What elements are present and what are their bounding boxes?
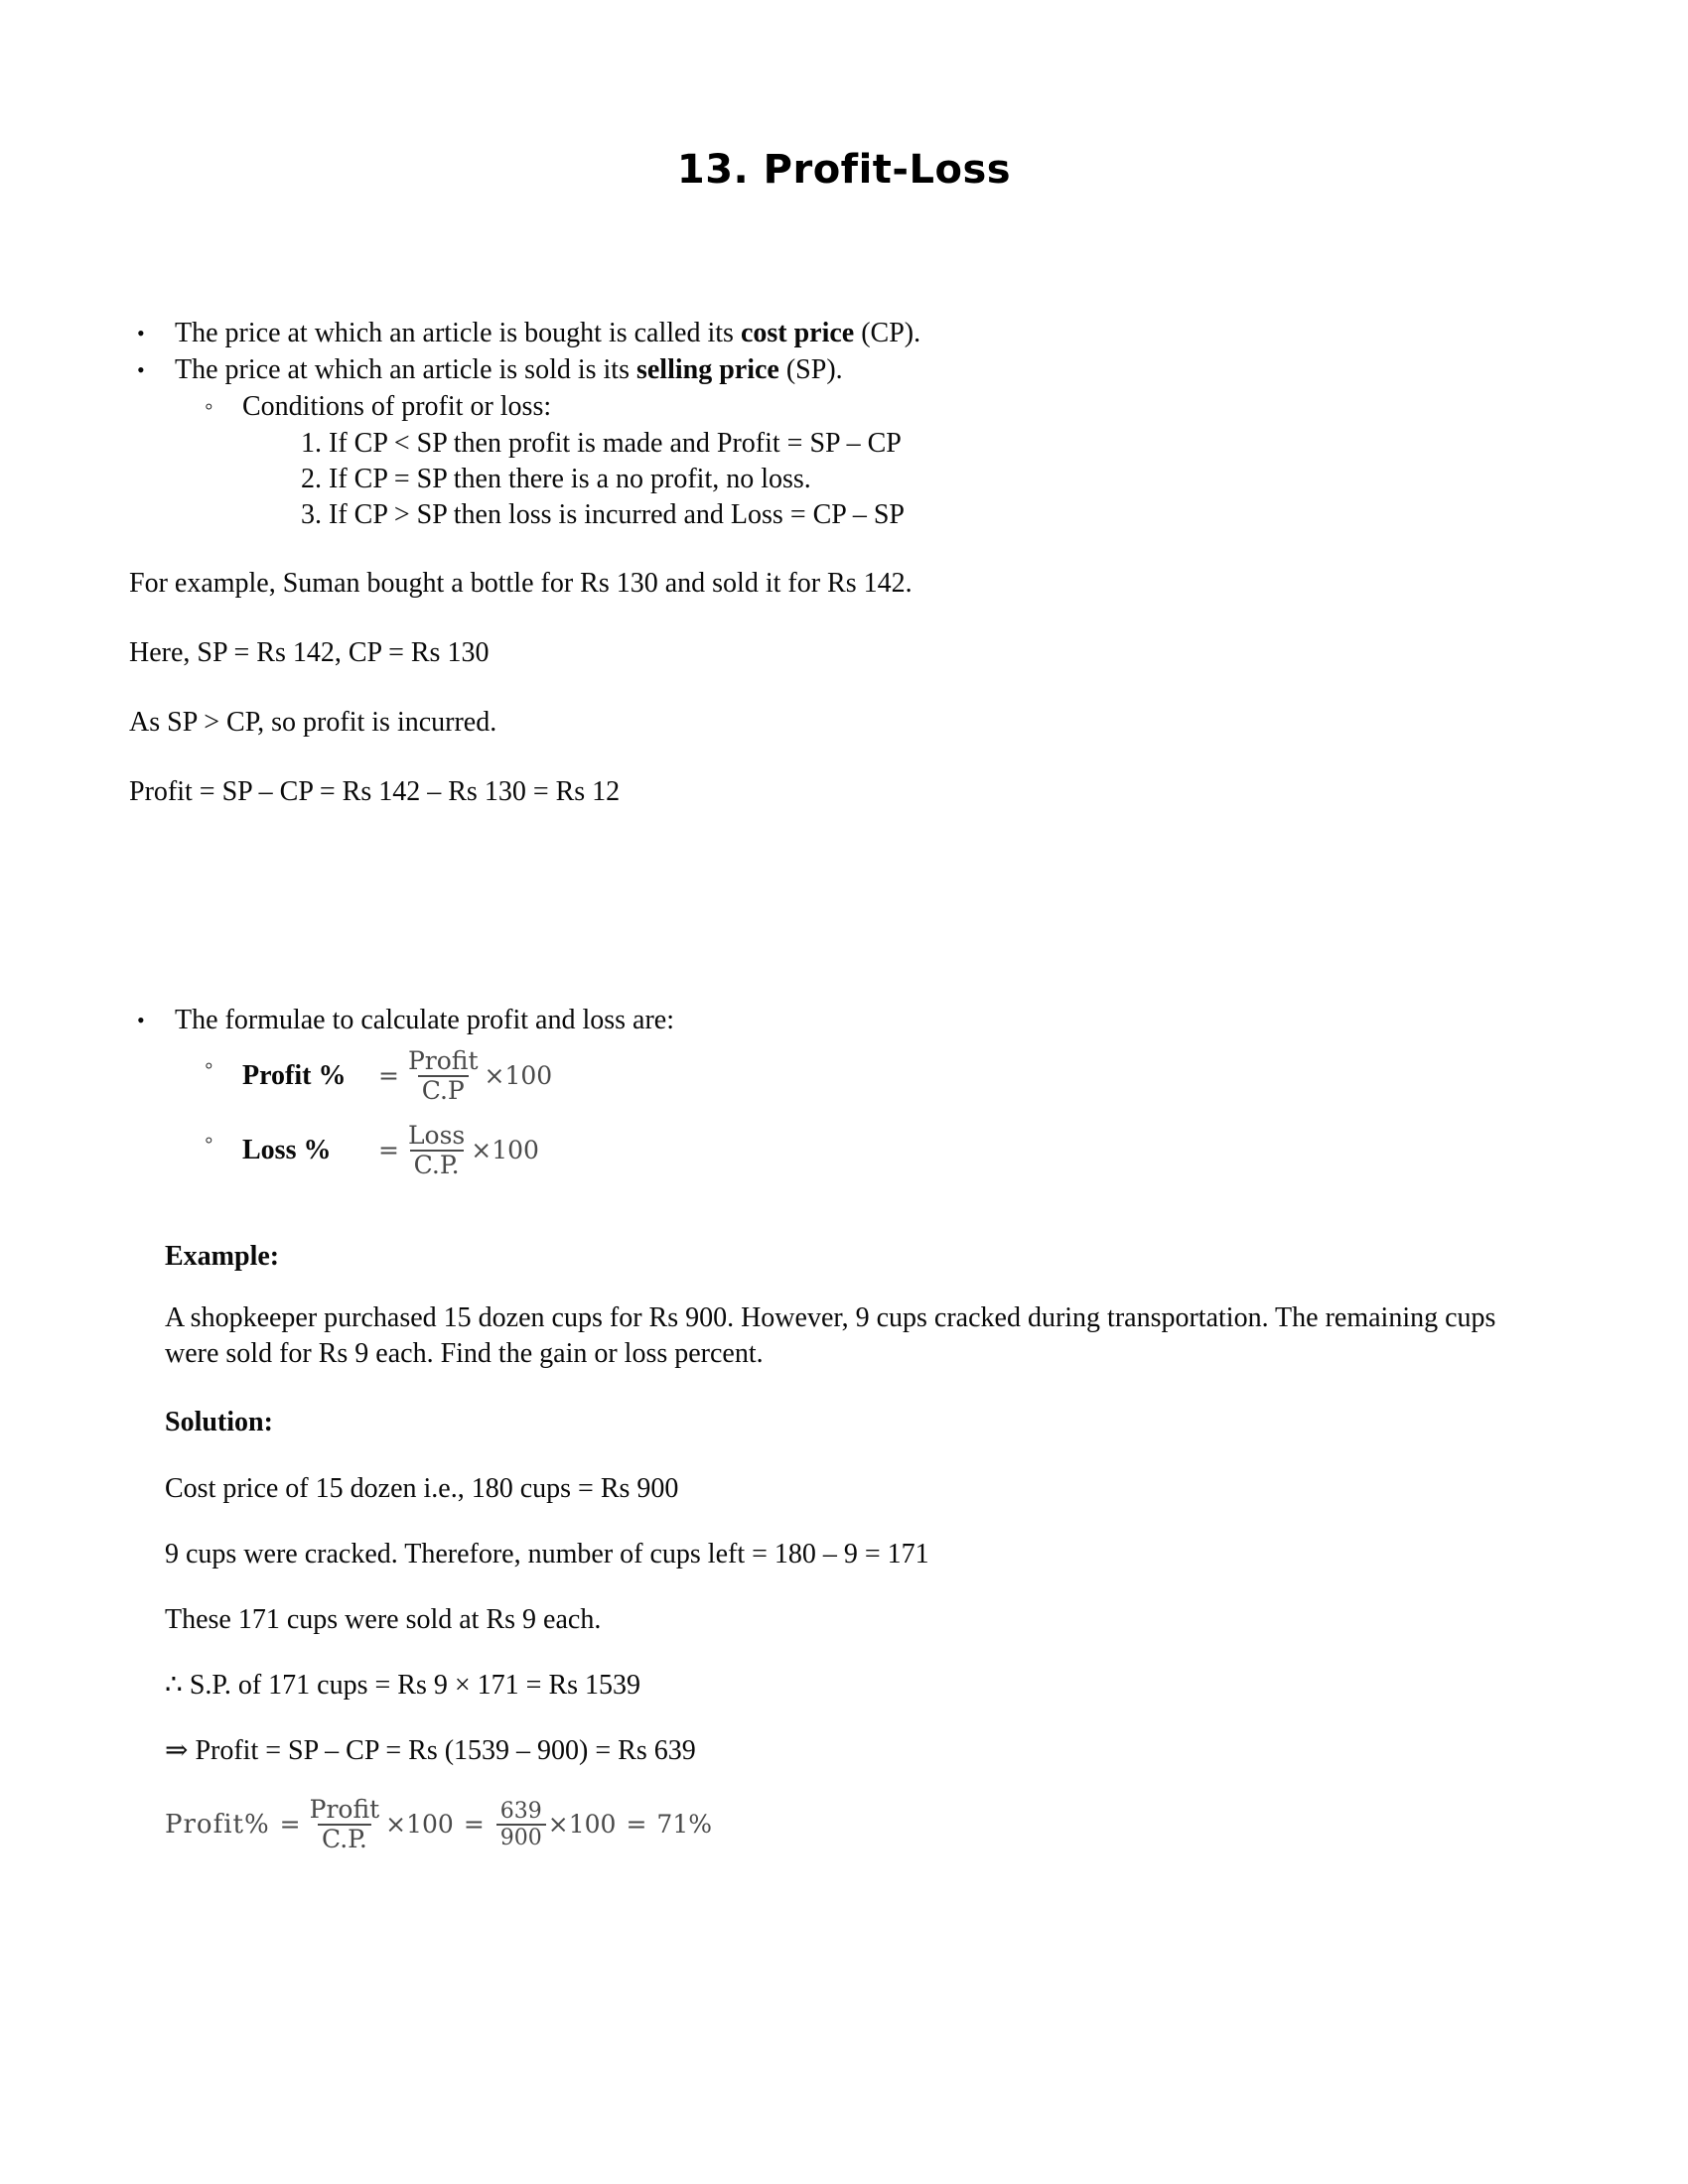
list-item-loss-formula xyxy=(205,1120,1547,1179)
final-result: 71% xyxy=(656,1810,712,1840)
fraction-denominator: C.P. xyxy=(410,1150,464,1178)
fraction xyxy=(404,1048,483,1105)
bullet-circle-icon xyxy=(205,1123,242,1159)
solution-label: Solution: xyxy=(165,1407,273,1437)
list-item xyxy=(137,316,1547,351)
condition-item: 2. If CP = SP then there is a no profit, no loss. xyxy=(301,464,811,494)
formula-label: Profit % xyxy=(242,1060,347,1092)
solution-step: 9 cups were cracked. Therefore, number of cups left = 180 – 9 = 171 xyxy=(165,1539,929,1570)
example-label: Example: xyxy=(165,1241,280,1272)
fraction-numerator: Profit xyxy=(407,1046,479,1075)
solution-step: Cost price of 15 dozen i.e., 180 cups = Rs 900 xyxy=(165,1473,679,1504)
fraction-denominator: 900 xyxy=(496,1824,546,1849)
bullet-disc-icon xyxy=(137,352,175,388)
equals-sign: = xyxy=(626,1810,647,1840)
conditions-heading: Conditions of profit or loss: xyxy=(242,391,552,422)
final-profit-percent-equation xyxy=(165,1797,1585,1853)
definitions-list xyxy=(137,316,1547,533)
fraction-denominator: C.P. xyxy=(318,1824,371,1852)
condition-item: 1. If CP < SP then profit is made and Profit = SP – CP xyxy=(301,428,902,459)
definition-term: selling price xyxy=(635,354,779,385)
fraction-numerator: Profit xyxy=(309,1795,380,1824)
definition-text-post: (SP). xyxy=(778,354,843,385)
equals-sign: = xyxy=(378,1061,399,1091)
bullet-disc-icon xyxy=(137,1003,175,1038)
formulae-list xyxy=(137,1003,1547,1179)
formula-multiplier: ×100 xyxy=(484,1061,553,1091)
bullet-circle-icon xyxy=(205,389,242,425)
example-intro-line-4: Profit = SP – CP = Rs 142 – Rs 130 = Rs 12 xyxy=(129,776,621,807)
fraction xyxy=(404,1120,469,1179)
definition-text-pre: The price at which an article is bought is called its xyxy=(175,318,741,348)
solution-step: ∴ S.P. of 171 cups = Rs 9 × 171 = Rs 1539 xyxy=(165,1670,641,1701)
formula-expression xyxy=(375,1048,552,1105)
profit-percent-formula xyxy=(242,1048,1547,1105)
formula-multiplier: ×100 xyxy=(547,1810,617,1840)
list-item-profit-formula xyxy=(205,1048,1547,1105)
formulae-heading: The formulae to calculate profit and loss are: xyxy=(175,1005,675,1035)
fraction xyxy=(496,1800,546,1849)
definition-text-post: (CP). xyxy=(854,318,921,348)
example-intro-line-1: For example, Suman bought a bottle for Rs 130 and sold it for Rs 142. xyxy=(129,568,913,599)
final-equation-label: Profit% xyxy=(165,1810,270,1841)
list-item xyxy=(137,1003,1547,1038)
fraction-denominator: C.P xyxy=(418,1075,469,1104)
formula-expression xyxy=(375,1120,539,1179)
example-intro-line-3: As SP > CP, so profit is incurred. xyxy=(129,707,497,738)
bullet-circle-icon xyxy=(205,1048,242,1084)
list-item-conditions-heading xyxy=(205,389,1547,425)
equals-sign: = xyxy=(378,1135,399,1164)
fraction-numerator: 639 xyxy=(499,1799,542,1825)
formula-multiplier: ×100 xyxy=(385,1810,454,1840)
conditions-numbered-list xyxy=(301,426,1547,533)
list-item xyxy=(137,352,1547,388)
page-title: 13. Profit-Loss xyxy=(676,147,1012,193)
formula-label: Loss % xyxy=(242,1134,332,1165)
equals-sign: = xyxy=(279,1810,301,1840)
formula-multiplier: ×100 xyxy=(471,1135,539,1164)
bullet-disc-icon xyxy=(137,316,175,351)
example-intro-line-2: Here, SP = Rs 142, CP = Rs 130 xyxy=(129,637,490,668)
definition-term: cost price xyxy=(740,318,855,348)
equals-sign: = xyxy=(463,1810,485,1840)
fraction xyxy=(306,1797,384,1853)
solution-step: ⇒ Profit = SP – CP = Rs (1539 – 900) = Rs 639 xyxy=(165,1735,696,1766)
loss-percent-formula xyxy=(242,1120,1547,1179)
definition-text-pre: The price at which an article is sold is its xyxy=(175,354,636,385)
definition-cost-price xyxy=(175,316,1547,351)
fraction-numerator: Loss xyxy=(407,1120,466,1150)
solution-step: These 171 cups were sold at Rs 9 each. xyxy=(165,1604,602,1635)
example-question: A shopkeeper purchased 15 dozen cups for Rs 900. However, 9 cups cracked during transportation. The remaining cups were sold for Rs 9 each. Find the gain or loss percent. xyxy=(165,1302,1496,1369)
definition-selling-price xyxy=(175,352,1547,388)
condition-item: 3. If CP > SP then loss is incurred and Loss = CP – SP xyxy=(301,499,905,530)
